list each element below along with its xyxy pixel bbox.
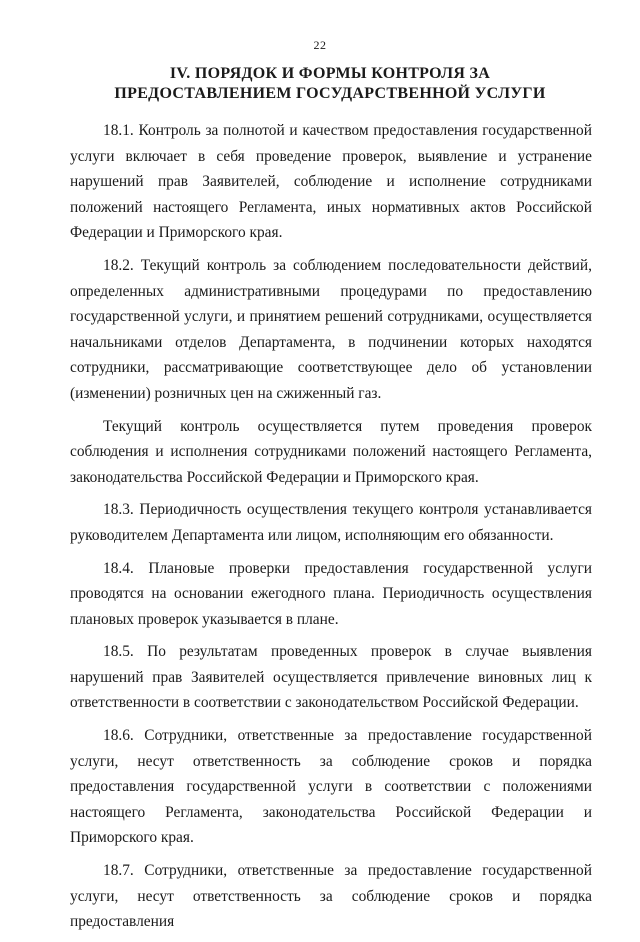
paragraph-18-3: 18.3. Периодичность осуществления текущего контроля устанавливается руководителем Департамента или лицом, исполняющим его обязанности.: [70, 501, 592, 544]
paragraph-18-6: 18.6. Сотрудники, ответственные за предоставление государственной услуги, несут ответственность за соблюдение сроков и порядка предоставления государственной услуги в соответствии с положениями настоящего Регламента, законодательства Российской Федерации и Приморского края.: [70, 727, 592, 847]
paragraph-18-2: 18.2. Текущий контроль за соблюдением последовательности действий, определенных административными процедурами по предоставлению государственной услуги, и принятием решений сотрудниками, осуществляется начальниками отделов Департамента, в подчинении которых находятся сотрудники, рассматривающие соответствующее дело об установлении (изменении) розничных цен на сжиженный газ.: [70, 256, 592, 402]
body-text: [70, 118, 592, 942]
paragraph-18-7: 18.7. Сотрудники, ответственные за предоставление государственной услуги, несут ответственность за соблюдение сроков и порядка предоставления: [70, 862, 592, 931]
page-number: 22: [313, 38, 327, 52]
paragraph-18-1: 18.1. Контроль за полнотой и качеством предоставления государственной услуги включает в себя проведение проверок, выявление и устранение нарушений прав Заявителей, соблюдение и исполнение сотрудниками положений настоящего Регламента, иных нормативных актов Российской Федерации и Приморского края.: [70, 122, 592, 242]
section-title: [100, 64, 560, 104]
section-title-line-1: IV. ПОРЯДОК И ФОРМЫ КОНТРОЛЯ ЗА: [169, 65, 491, 82]
paragraph-current-control: Текущий контроль осуществляется путем проведения проверок соблюдения и исполнения сотрудниками положений настоящего Регламента, законодательства Российской Федерации и Приморского края.: [70, 417, 592, 486]
paragraph-18-5: 18.5. По результатам проведенных проверок в случае выявления нарушений прав Заявителей осуществляется привлечение виновных лиц к ответственности в соответствии с законодательством Российской Федерации.: [70, 643, 592, 712]
section-title-line-2: ПРЕДОСТАВЛЕНИЕМ ГОСУДАРСТВЕННОЙ УСЛУГИ: [114, 85, 546, 102]
paragraph-18-4: 18.4. Плановые проверки предоставления государственной услуги проводятся на основании ежегодного плана. Периодичность осуществления плановых проверок указывается в плане.: [70, 559, 592, 628]
